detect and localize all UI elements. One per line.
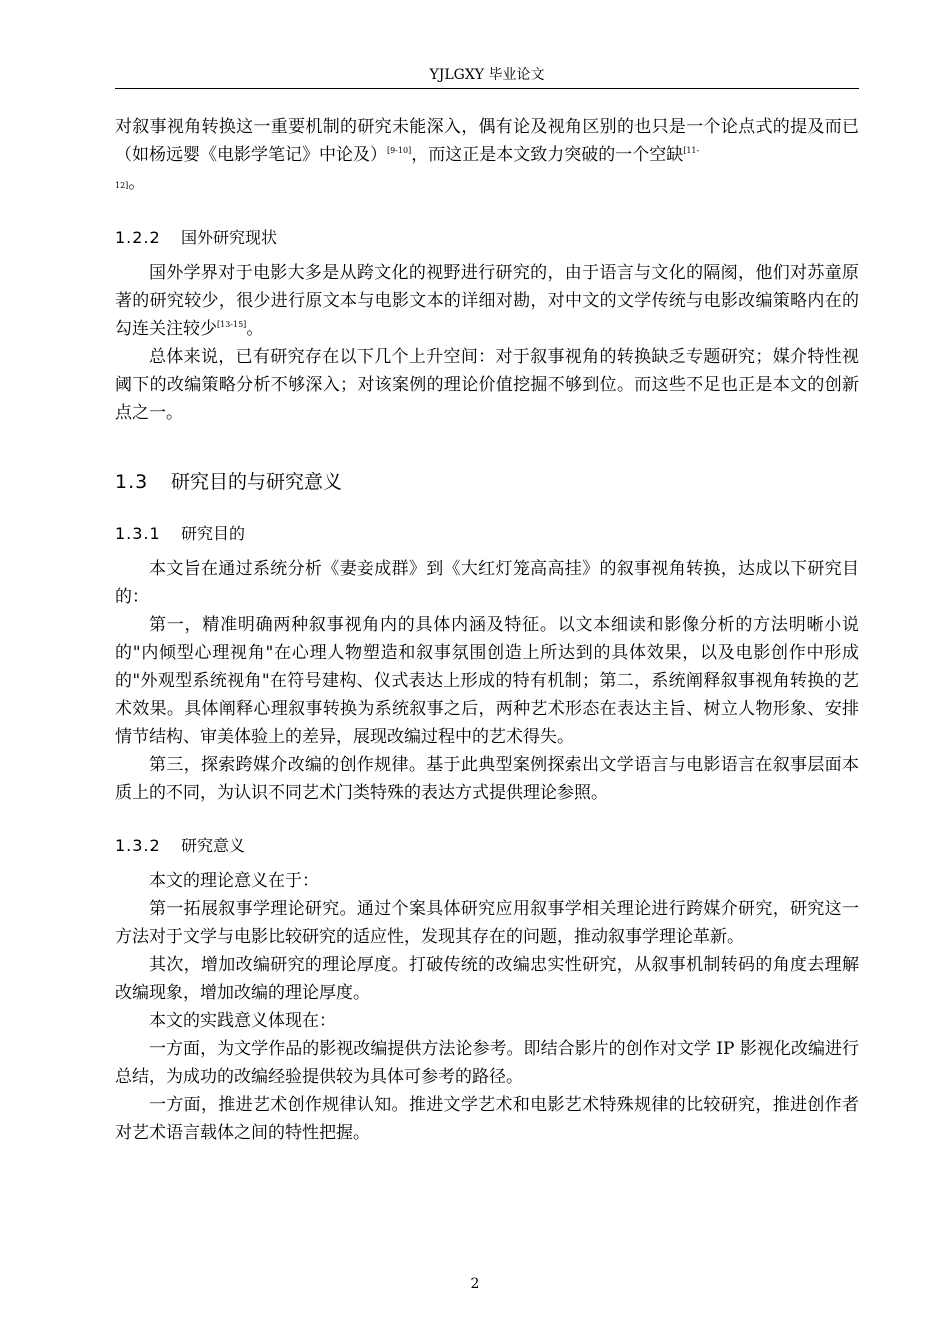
section-title: 研究目的 [181, 524, 246, 543]
section-title: 研究目的与研究意义 [171, 471, 343, 493]
paragraph: 总体来说，已有研究存在以下几个上升空间：对于叙事视角的转换缺乏专题研究；媒介特性视阈下的改编策略分析不够深入；对该案例的理论价值挖掘不够到位。而这些不足也正是本文的创新点之一。 [115, 347, 859, 423]
page-header: YJLGXY 毕业论文 [429, 67, 545, 83]
paragraph: 其次，增加改编研究的理论厚度。打破传统的改编忠实性研究，从叙事机制转码的角度去理解改编现象，增加改编的理论厚度。 [115, 955, 859, 1003]
section-number: 1.3 [115, 471, 149, 493]
section-number: 1.3.2 [115, 836, 161, 855]
intro-text-b: ，而这正是本文致力突破的一个空缺 [411, 145, 684, 165]
paragraph: 第三，探索跨媒介改编的创作规律。基于此典型案例探索出文学语言与电影语言在叙事层面本质上的不同，为认识不同艺术门类特殊的表达方式提供理论参照。 [115, 755, 859, 803]
section-title: 国外研究现状 [181, 228, 278, 247]
citation: [13-15] [217, 320, 247, 329]
paragraph: 第一，精准明确两种叙事视角内的具体内涵及特征。以文本细读和影像分析的方法明晰小说的"内倾型心理视角"在心理人物塑造和叙事氛围创造上所达到的具体效果，以及电影创作中形成的"外观型系统视角"在符号建构、仪式表达上形成的特有机制；第二，系统阐释叙事视角转换的艺术效果。具体阐释心理叙事转换为系统叙事之后，两种艺术形态在表达主旨、树立人物形象、安排情节结构、审美体验上的差异，展现改编过程中的艺术得失。 [115, 615, 859, 747]
intro-text-a: 对叙事视角转换这一重要机制的研究未能深入，偶有论及视角区别的也只是一个论点式的提及而已（如杨远婴《电影学笔记》中论及） [115, 117, 859, 165]
paragraph: 一方面，推进艺术创作规律认知。推进文学艺术和电影艺术特殊规律的比较研究，推进创作者对艺术语言载体之间的特性把握。 [115, 1095, 859, 1143]
page-body [115, 113, 859, 1147]
paragraph [115, 259, 859, 343]
paragraph: 本文的理论意义在于： [149, 871, 319, 891]
citation: [9-10] [387, 146, 412, 155]
section-heading-1-3-2 [115, 835, 859, 857]
section-heading-1-3-1 [115, 523, 859, 545]
paragraph: 本文旨在通过系统分析《妻妾成群》到《大红灯笼高高挂》的叙事视角转换，达成以下研究目的： [115, 559, 859, 607]
section-heading-1-3 [115, 469, 859, 495]
section-title: 研究意义 [181, 836, 246, 855]
header-divider [115, 88, 859, 89]
citation: [11- [683, 146, 700, 155]
paragraph: 一方面，为文学作品的影视改编提供方法论参考。即结合影片的创作对文学 IP 影视化改编进行总结，为成功的改编经验提供较为具体可参考的路径。 [115, 1039, 859, 1087]
paragraph-end: 。 [246, 319, 264, 339]
paragraph: 第一拓展叙事学理论研究。通过个案具体研究应用叙事学相关理论进行跨媒介研究，研究这一方法对于文学与电影比较研究的适应性，发现其存在的问题，推动叙事学理论革新。 [115, 899, 859, 947]
page-number: 2 [470, 1276, 480, 1292]
intro-end: 。 [128, 173, 146, 193]
paragraph: 本文的实践意义体现在： [149, 1011, 336, 1031]
paragraph-text: 国外学界对于电影大多是从跨文化的视野进行研究的，由于语言与文化的隔阂，他们对苏童原著的研究较少，很少进行原文本与电影文本的详细对勘，对中文的文学传统与电影改编策略内在的勾连关注较少 [115, 263, 859, 339]
section-heading-1-2-2 [115, 227, 859, 249]
intro-paragraph [115, 113, 859, 200]
citation-continued: 12] [115, 181, 129, 190]
section-number: 1.3.1 [115, 524, 161, 543]
section-number: 1.2.2 [115, 228, 161, 247]
